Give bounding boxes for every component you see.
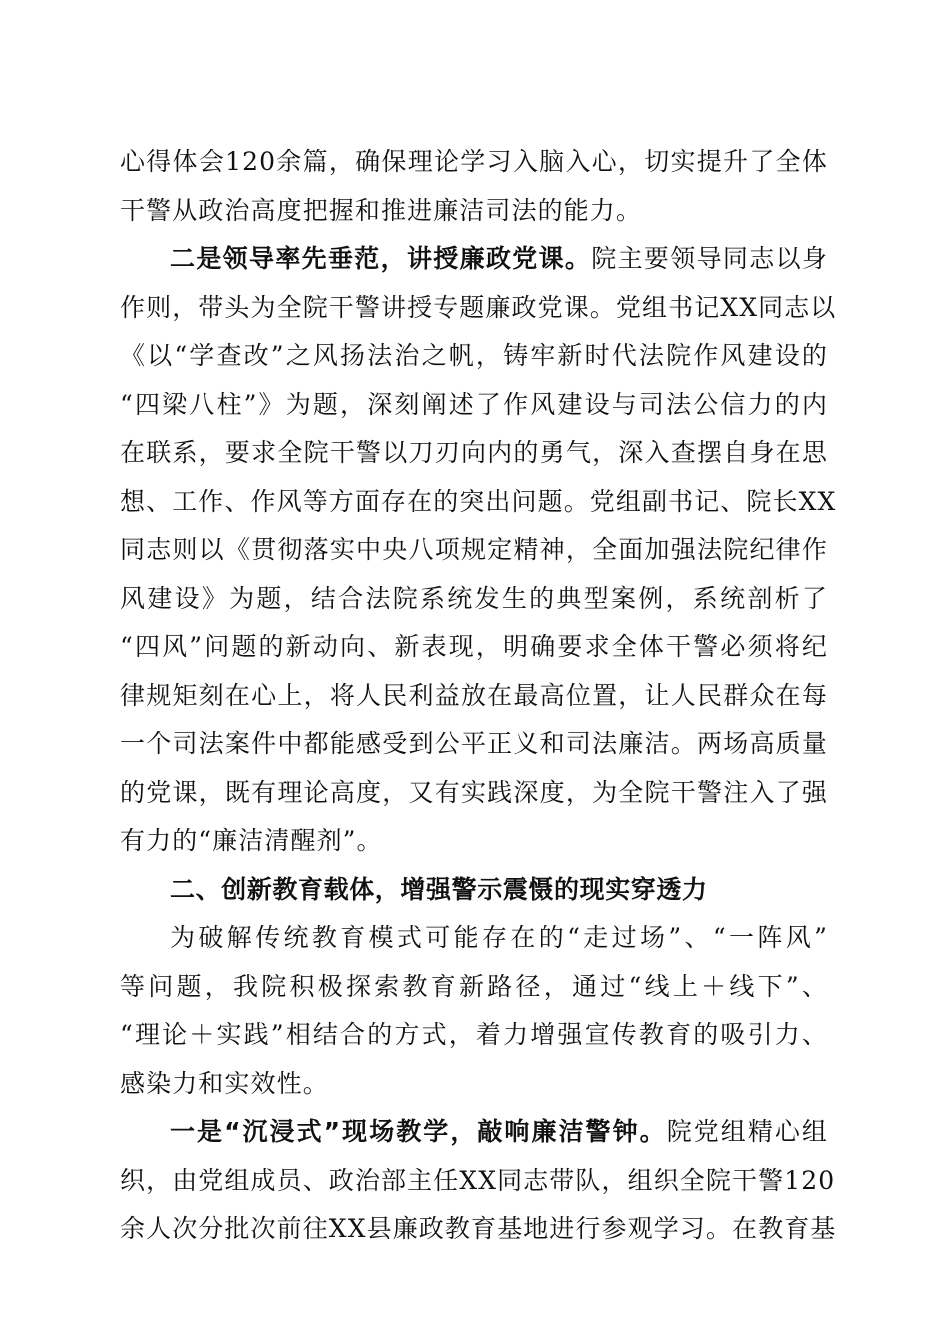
paragraph-line: 风建设》为题，结合法院系统发生的典型案例，系统剖析了 (120, 583, 828, 613)
paragraph-line: 想、工作、作风等方面存在的突出问题。党组副书记、院长XX (120, 486, 837, 516)
paragraph-line: 律规矩刻在心上，将人民利益放在最高位置，让人民群众在每 (120, 680, 828, 710)
paragraph-line: 感染力和实效性。 (120, 1068, 329, 1098)
document-body (120, 138, 837, 1254)
paragraph-line: “理论＋实践”相结合的方式，着力增强宣传教育的吸引力、 (120, 1020, 828, 1049)
paragraph-line: 心得体会120余篇，确保理论学习入脑入心，切实提升了全体 (120, 147, 828, 176)
paragraph-line: 有力的“廉洁清醒剂”。 (120, 826, 383, 855)
paragraph-line: 在联系，要求全院干警以刀刃向内的勇气，深入查摆自身在思 (120, 438, 828, 467)
paragraph-line: 余人次分批次前往XX县廉政教育基地进行参观学习。在教育基 (120, 1214, 837, 1243)
paragraph-line: 的党课，既有理论高度，又有实践深度，为全院干警注入了强 (120, 777, 828, 807)
paragraph-line: “四梁八柱”》为题，深刻阐述了作风建设与司法公信力的内 (120, 389, 828, 419)
paragraph-line: 一是“沉浸式”现场教学，敲响廉洁警钟。院党组精心组 (170, 1117, 829, 1146)
paragraph-line: 《以“学查改”之风扬法治之帆，铸牢新时代法院作风建设的 (120, 341, 828, 370)
paragraph-line: 织，由党组成员、政治部主任XX同志带队，组织全院干警120 (120, 1165, 836, 1195)
paragraph-line: “四风”问题的新动向、新表现，明确要求全体干警必须将纪 (120, 632, 828, 661)
paragraph-line: 干警从政治高度把握和推进廉洁司法的能力。 (120, 195, 643, 225)
paragraph-lead: 一是“沉浸式”现场教学，敲响廉洁警钟。 (170, 1117, 667, 1146)
paragraph-line: 为破解传统教育模式可能存在的“走过场”、“一阵风” (170, 923, 828, 952)
paragraph-line: 一个司法案件中都能感受到公平正义和司法廉洁。两场高质量 (120, 729, 828, 758)
paragraph-lead: 二是领导率先垂范，讲授廉政党课。 (170, 244, 592, 273)
paragraph-line: 同志则以《贯彻落实中央八项规定精神，全面加强法院纪律作 (120, 535, 828, 564)
section-heading: 二、创新教育载体，增强警示震慑的现实穿透力 (170, 874, 708, 904)
paragraph-line: 等问题，我院积极探索教育新路径，通过“线上＋线下”、 (120, 971, 828, 1001)
paragraph-line: 二是领导率先垂范，讲授廉政党课。院主要领导同志以身 (170, 244, 828, 273)
paragraph-line: 作则，带头为全院干警讲授专题廉政党课。党组书记XX同志以 (120, 292, 837, 322)
